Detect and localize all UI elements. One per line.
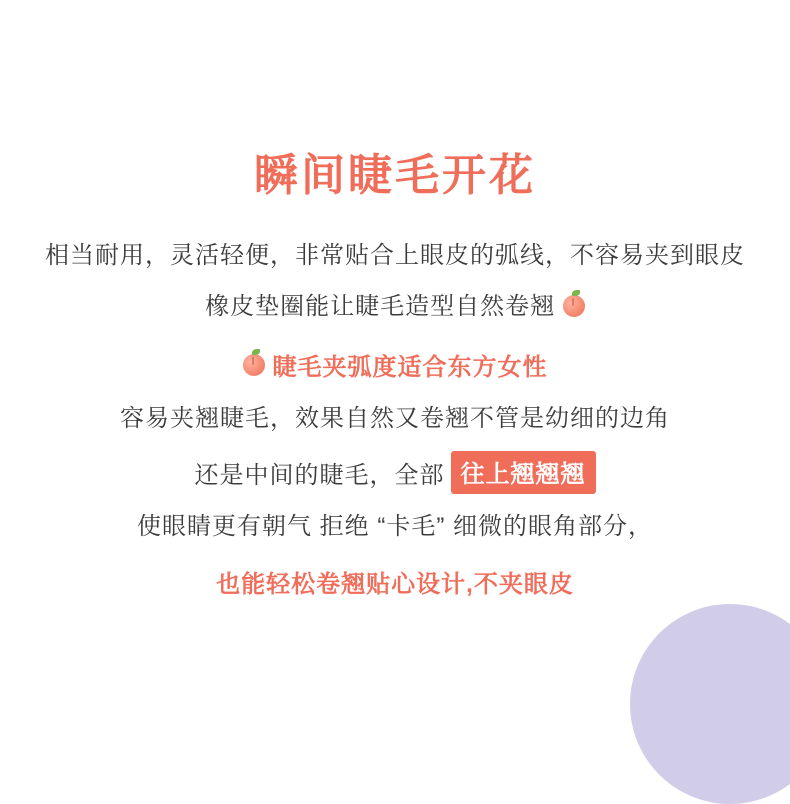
description-line-4-text: 还是中间的睫毛，全部 xyxy=(194,462,445,490)
section-subheading xyxy=(0,347,790,382)
peach-icon xyxy=(243,354,265,376)
highlight-badge: 往上翘翘翘 xyxy=(451,451,596,494)
description-line-2: 橡皮垫圈能让睫毛造型自然卷翘 xyxy=(205,292,556,320)
decorative-circle xyxy=(630,604,790,804)
section-subheading-text: 睫毛夹弧度适合东方女性 xyxy=(272,354,548,382)
description-line-3: 容易夹翘睫毛，效果自然又卷翘不管是幼细的边角 xyxy=(120,405,670,433)
page-title: 瞬间睫毛开花 xyxy=(254,151,536,200)
description-line-2-wrapper xyxy=(0,288,790,325)
closing-statement: 也能轻松卷翘贴心设计,不夹眼皮 xyxy=(216,570,574,598)
description-line-4 xyxy=(0,451,790,494)
peach-icon xyxy=(563,295,585,317)
description-line-1: 相当耐用，灵活轻便，非常贴合上眼皮的弧线，不容易夹到眼皮 xyxy=(45,241,745,269)
description-line-5: 使眼睛更有朝气 拒绝 “卡毛” 细微的眼角部分， xyxy=(137,513,653,541)
